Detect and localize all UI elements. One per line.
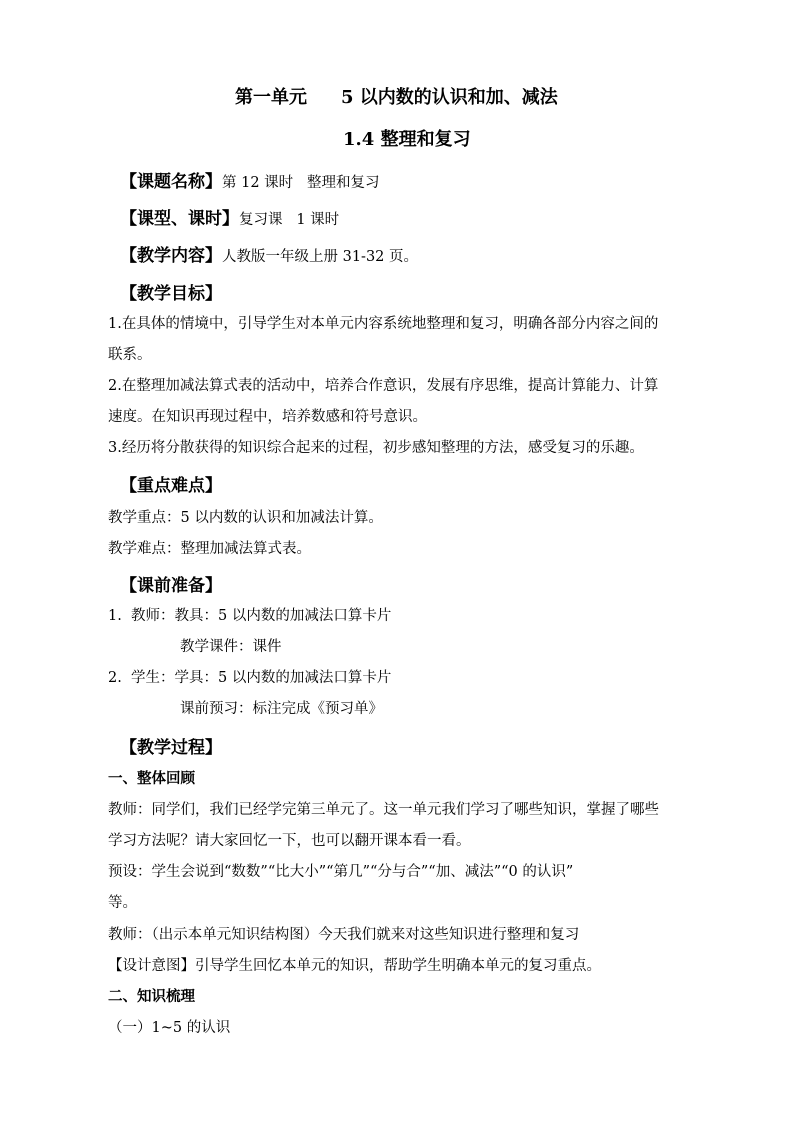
sub-1-title: （一）1~5 的认识 — [108, 1020, 231, 1036]
content-row — [120, 246, 418, 267]
key-difficulty: 教学难点：整理加减法算式表。 — [108, 541, 311, 557]
lesson-type-label: 【课型、课时】 — [120, 209, 239, 229]
key-focus: 教学重点：5 以内数的认识和加减法计算。 — [108, 510, 383, 526]
prep-teacher-courseware: 教学课件：课件 — [180, 639, 282, 655]
objectives-heading: 【教学目标】 — [120, 284, 222, 304]
para-3-line-1: 教师：（出示本单元知识结构图）今天我们就来对这些知识进行整理和复习 — [108, 927, 580, 943]
lesson-type-value: 复习课 1 课时 — [239, 212, 340, 228]
unit-heading — [235, 86, 558, 110]
para-1-line-1: 教师：同学们，我们已经学完第三单元了。这一单元我们学习了哪些知识，掌握了哪些 — [108, 802, 659, 818]
lesson-type-row — [120, 209, 339, 230]
unit-title: 5 以内数的认识和加、减法 — [341, 87, 558, 108]
prep-teacher: 1. 教师：教具：5 以内数的加减法口算卡片 — [108, 608, 392, 624]
para-2-line-1: 预设：学生会说到“数数”“比大小”“第几”“分与合”“加、减法”“0 的认识” — [108, 864, 574, 880]
lesson-title: 1.4 整理和复习 — [343, 129, 471, 150]
objective-2-line-2: 速度。在知识再现过程中，培养数感和符号意识。 — [108, 409, 427, 425]
lesson-name-value: 第 12 课时 整理和复习 — [222, 175, 380, 191]
part-2-title: 二、知识梳理 — [108, 988, 195, 1005]
objective-1-line-2: 联系。 — [108, 347, 152, 363]
process-heading: 【教学过程】 — [120, 738, 222, 758]
design-intent: 【设计意图】引导学生回忆本单元的知识，帮助学生明确本单元的复习重点。 — [108, 958, 601, 974]
lesson-name-label: 【课题名称】 — [120, 172, 222, 192]
prep-student-preview: 课前预习：标注完成《预习单》 — [180, 701, 383, 717]
prep-student: 2. 学生：学具：5 以内数的加减法口算卡片 — [108, 670, 392, 686]
content-label: 【教学内容】 — [120, 246, 222, 266]
para-2-line-2: 等。 — [108, 895, 137, 911]
preparation-heading: 【课前准备】 — [120, 576, 222, 596]
objective-3-line-1: 3.经历将分散获得的知识综合起来的过程，初步感知整理的方法，感受复习的乐趣。 — [108, 440, 644, 456]
objective-1-line-1: 1.在具体的情境中，引导学生对本单元内容系统地整理和复习，明确各部分内容之间的 — [108, 316, 659, 332]
lesson-name-row — [120, 172, 380, 193]
key-points-heading: 【重点难点】 — [120, 476, 222, 496]
para-1-line-2: 学习方法呢？请大家回忆一下，也可以翻开课本看一看。 — [108, 833, 471, 849]
content-value: 人教版一年级上册 31-32 页。 — [222, 249, 419, 265]
part-1-title: 一、整体回顾 — [108, 770, 195, 787]
objective-2-line-1: 2.在整理加减法算式表的活动中，培养合作意识，发展有序思维，提高计算能力、计算 — [108, 378, 659, 394]
unit-label: 第一单元 — [235, 87, 307, 108]
